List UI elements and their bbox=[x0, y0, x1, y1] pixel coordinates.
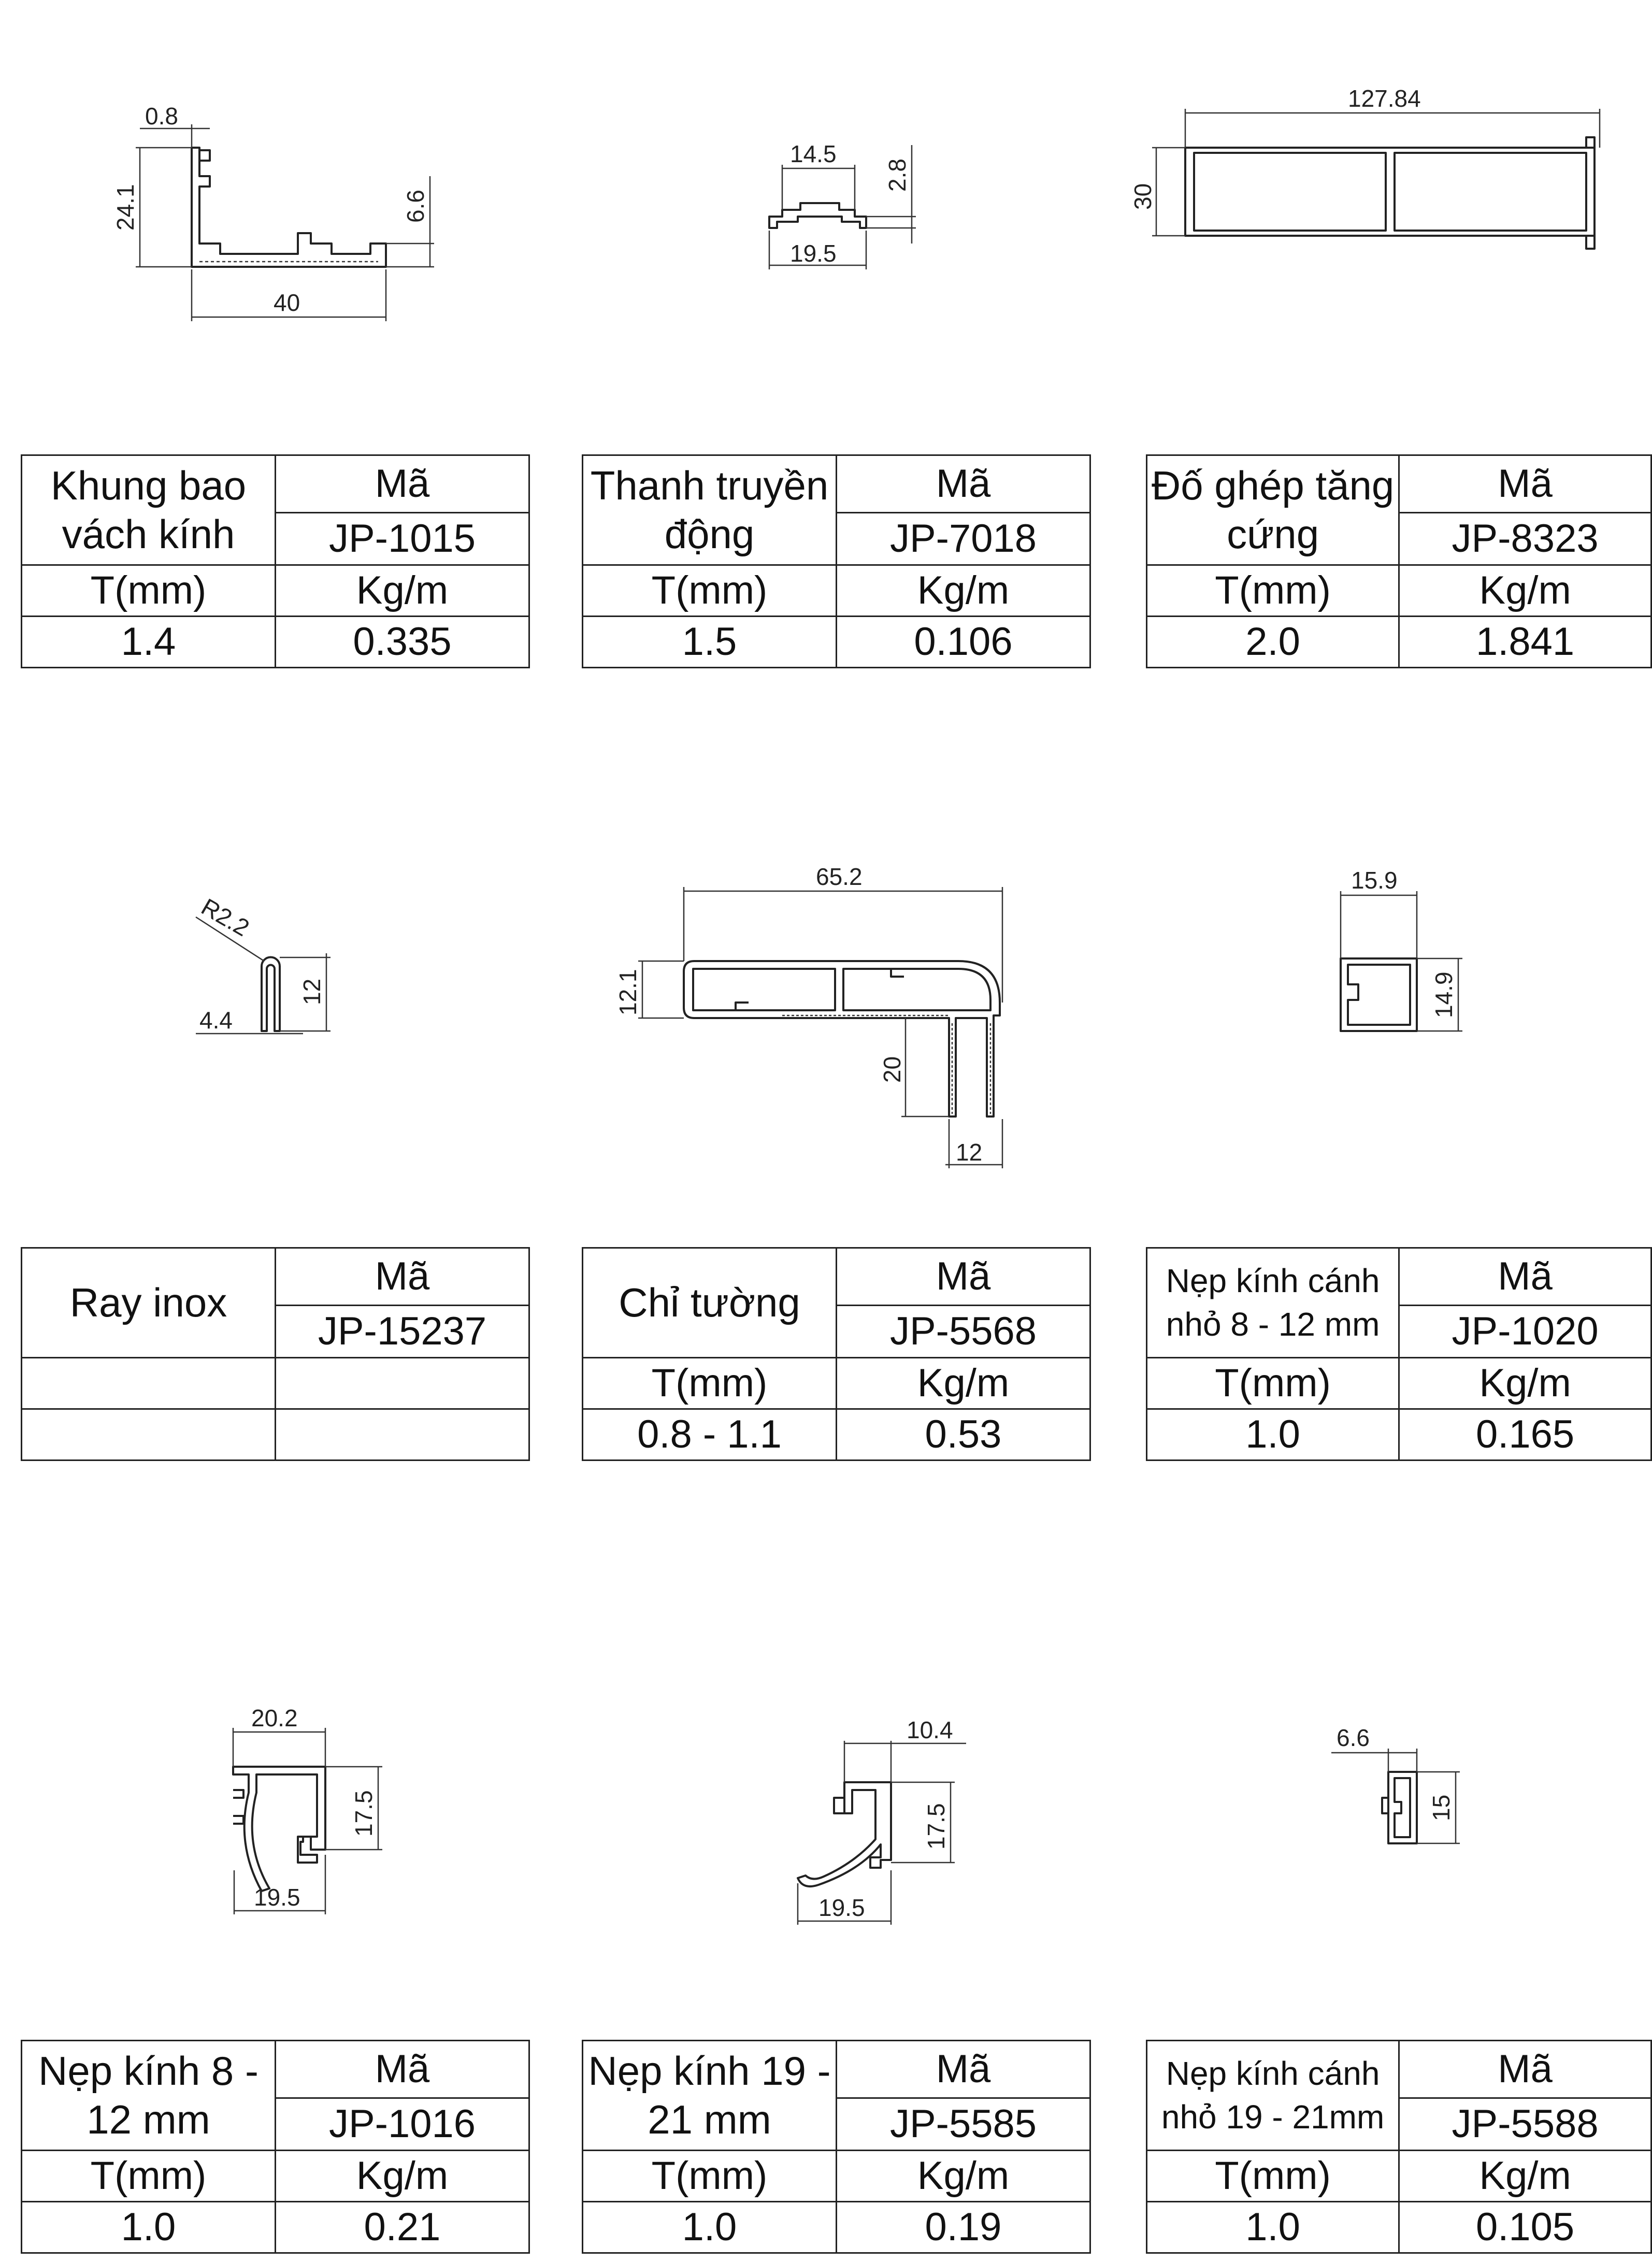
dim-label: 19.5 bbox=[818, 1894, 865, 1921]
weight-value: 0.106 bbox=[837, 617, 1090, 668]
profile-name: Nẹp kính cánh nhỏ 8 - 12 mm bbox=[1147, 1248, 1399, 1358]
thickness-value: 1.4 bbox=[22, 617, 276, 668]
thickness-header: T(mm) bbox=[1147, 1358, 1399, 1409]
thickness-value: 1.0 bbox=[1147, 2202, 1399, 2253]
dim-label: 127.84 bbox=[1348, 85, 1421, 112]
spec-table-jp-1020 bbox=[1146, 1247, 1652, 1461]
profile-code: JP-15237 bbox=[276, 1306, 529, 1358]
code-header: Mã bbox=[837, 1248, 1090, 1306]
code-header: Mã bbox=[837, 455, 1090, 513]
profile-drawing-jp-5568 bbox=[614, 863, 1002, 1168]
weight-value: 0.19 bbox=[837, 2202, 1090, 2253]
weight-header: Kg/m bbox=[1399, 565, 1651, 617]
weight-header: Kg/m bbox=[276, 2151, 529, 2202]
dim-label: 19.5 bbox=[790, 240, 837, 267]
weight-value: 0.165 bbox=[1399, 1409, 1651, 1461]
dim-label: 12.1 bbox=[614, 969, 641, 1015]
spec-table-jp-8323 bbox=[1146, 454, 1652, 668]
weight-value: 1.841 bbox=[1399, 617, 1651, 668]
weight-value: 0.335 bbox=[276, 617, 529, 668]
code-header: Mã bbox=[1399, 2041, 1651, 2098]
dim-label: R2.2 bbox=[197, 893, 254, 942]
profile-code: JP-1020 bbox=[1399, 1306, 1651, 1358]
dim-label: 12 bbox=[298, 978, 325, 1005]
thickness-header: T(mm) bbox=[22, 565, 276, 617]
weight-header: Kg/m bbox=[276, 565, 529, 617]
empty-cell bbox=[276, 1358, 529, 1409]
spec-table-jp-7018 bbox=[582, 454, 1091, 668]
profile-code: JP-5585 bbox=[837, 2098, 1090, 2151]
dim-label: 20 bbox=[879, 1056, 906, 1083]
dim-label: 12 bbox=[956, 1139, 983, 1166]
dim-label: 4.4 bbox=[199, 1007, 233, 1034]
thickness-header: T(mm) bbox=[22, 2151, 276, 2202]
thickness-value: 2.0 bbox=[1147, 617, 1399, 668]
weight-header: Kg/m bbox=[837, 2151, 1090, 2202]
spec-table-jp-15237 bbox=[21, 1247, 530, 1461]
profile-drawing-jp-7018 bbox=[769, 140, 916, 269]
thickness-header: T(mm) bbox=[583, 565, 837, 617]
weight-value bbox=[276, 1409, 529, 1461]
profile-name: Khung bao vách kính bbox=[22, 455, 276, 565]
profile-drawing-jp-1020 bbox=[1341, 867, 1462, 1031]
thickness-value: 0.8 - 1.1 bbox=[583, 1409, 837, 1461]
dim-label: 17.5 bbox=[350, 1790, 377, 1837]
dim-label: 0.8 bbox=[145, 103, 178, 130]
profile-code: JP-7018 bbox=[837, 513, 1090, 565]
thickness-value: 1.0 bbox=[1147, 1409, 1399, 1461]
profile-drawing-jp-15237 bbox=[196, 893, 331, 1034]
dim-label: 65.2 bbox=[816, 863, 863, 890]
thickness-header: T(mm) bbox=[583, 2151, 837, 2202]
profile-drawing-jp-5585 bbox=[798, 1716, 966, 1925]
code-header: Mã bbox=[837, 2041, 1090, 2098]
dim-label: 20.2 bbox=[251, 1705, 298, 1731]
weight-value: 0.53 bbox=[837, 1409, 1090, 1461]
thickness-header: T(mm) bbox=[583, 1358, 837, 1409]
code-header: Mã bbox=[276, 2041, 529, 2098]
profile-drawing-jp-5588 bbox=[1331, 1724, 1460, 1843]
dim-label: 19.5 bbox=[254, 1884, 300, 1911]
profile-name: Thanh truyền động bbox=[583, 455, 837, 565]
thickness-value bbox=[22, 1409, 276, 1461]
profile-code: JP-1016 bbox=[276, 2098, 529, 2151]
profile-code: JP-5568 bbox=[837, 1306, 1090, 1358]
profile-code: JP-1015 bbox=[276, 513, 529, 565]
dim-label: 14.9 bbox=[1430, 971, 1457, 1018]
dim-label: 2.8 bbox=[884, 159, 911, 192]
weight-value: 0.105 bbox=[1399, 2202, 1651, 2253]
spec-table-jp-5585 bbox=[582, 2040, 1091, 2254]
dim-label: 15 bbox=[1428, 1794, 1455, 1821]
profile-code: JP-8323 bbox=[1399, 513, 1651, 565]
profile-drawing-jp-1015 bbox=[112, 103, 434, 321]
weight-value: 0.21 bbox=[276, 2202, 529, 2253]
code-header: Mã bbox=[1399, 455, 1651, 513]
thickness-value: 1.5 bbox=[583, 617, 837, 668]
dim-label: 6.6 bbox=[1337, 1724, 1370, 1751]
profile-name: Nẹp kính 19 - 21 mm bbox=[583, 2041, 837, 2151]
thickness-value: 1.0 bbox=[583, 2202, 837, 2253]
profile-name: Ray inox bbox=[22, 1248, 276, 1358]
weight-header: Kg/m bbox=[837, 1358, 1090, 1409]
code-header: Mã bbox=[276, 455, 529, 513]
dim-label: 24.1 bbox=[112, 184, 139, 231]
weight-header: Kg/m bbox=[1399, 1358, 1651, 1409]
dim-label: 17.5 bbox=[923, 1803, 950, 1850]
dim-label: 6.6 bbox=[402, 190, 429, 223]
profile-name: Nẹp kính cánh nhỏ 19 - 21mm bbox=[1147, 2041, 1399, 2151]
thickness-header: T(mm) bbox=[1147, 565, 1399, 617]
code-header: Mã bbox=[1399, 1248, 1651, 1306]
empty-cell bbox=[22, 1358, 276, 1409]
dim-label: 15.9 bbox=[1351, 867, 1398, 894]
profile-code: JP-5588 bbox=[1399, 2098, 1651, 2151]
thickness-value: 1.0 bbox=[22, 2202, 276, 2253]
spec-table-jp-5568 bbox=[582, 1247, 1091, 1461]
spec-table-jp-5588 bbox=[1146, 2040, 1652, 2254]
profile-drawing-jp-8323 bbox=[1129, 85, 1600, 249]
spec-table-jp-1016 bbox=[21, 2040, 530, 2254]
dim-label: 14.5 bbox=[790, 140, 837, 167]
dim-label: 30 bbox=[1129, 183, 1156, 210]
weight-header: Kg/m bbox=[837, 565, 1090, 617]
profile-name: Chỉ tường bbox=[583, 1248, 837, 1358]
dim-label: 40 bbox=[274, 289, 300, 316]
profile-drawing-jp-1016 bbox=[233, 1705, 382, 1914]
profile-name: Đố ghép tăng cứng bbox=[1147, 455, 1399, 565]
dim-label: 10.4 bbox=[907, 1716, 953, 1743]
spec-table-jp-1015 bbox=[21, 454, 530, 668]
thickness-header: T(mm) bbox=[1147, 2151, 1399, 2202]
code-header: Mã bbox=[276, 1248, 529, 1306]
profile-name: Nẹp kính 8 - 12 mm bbox=[22, 2041, 276, 2151]
weight-header: Kg/m bbox=[1399, 2151, 1651, 2202]
